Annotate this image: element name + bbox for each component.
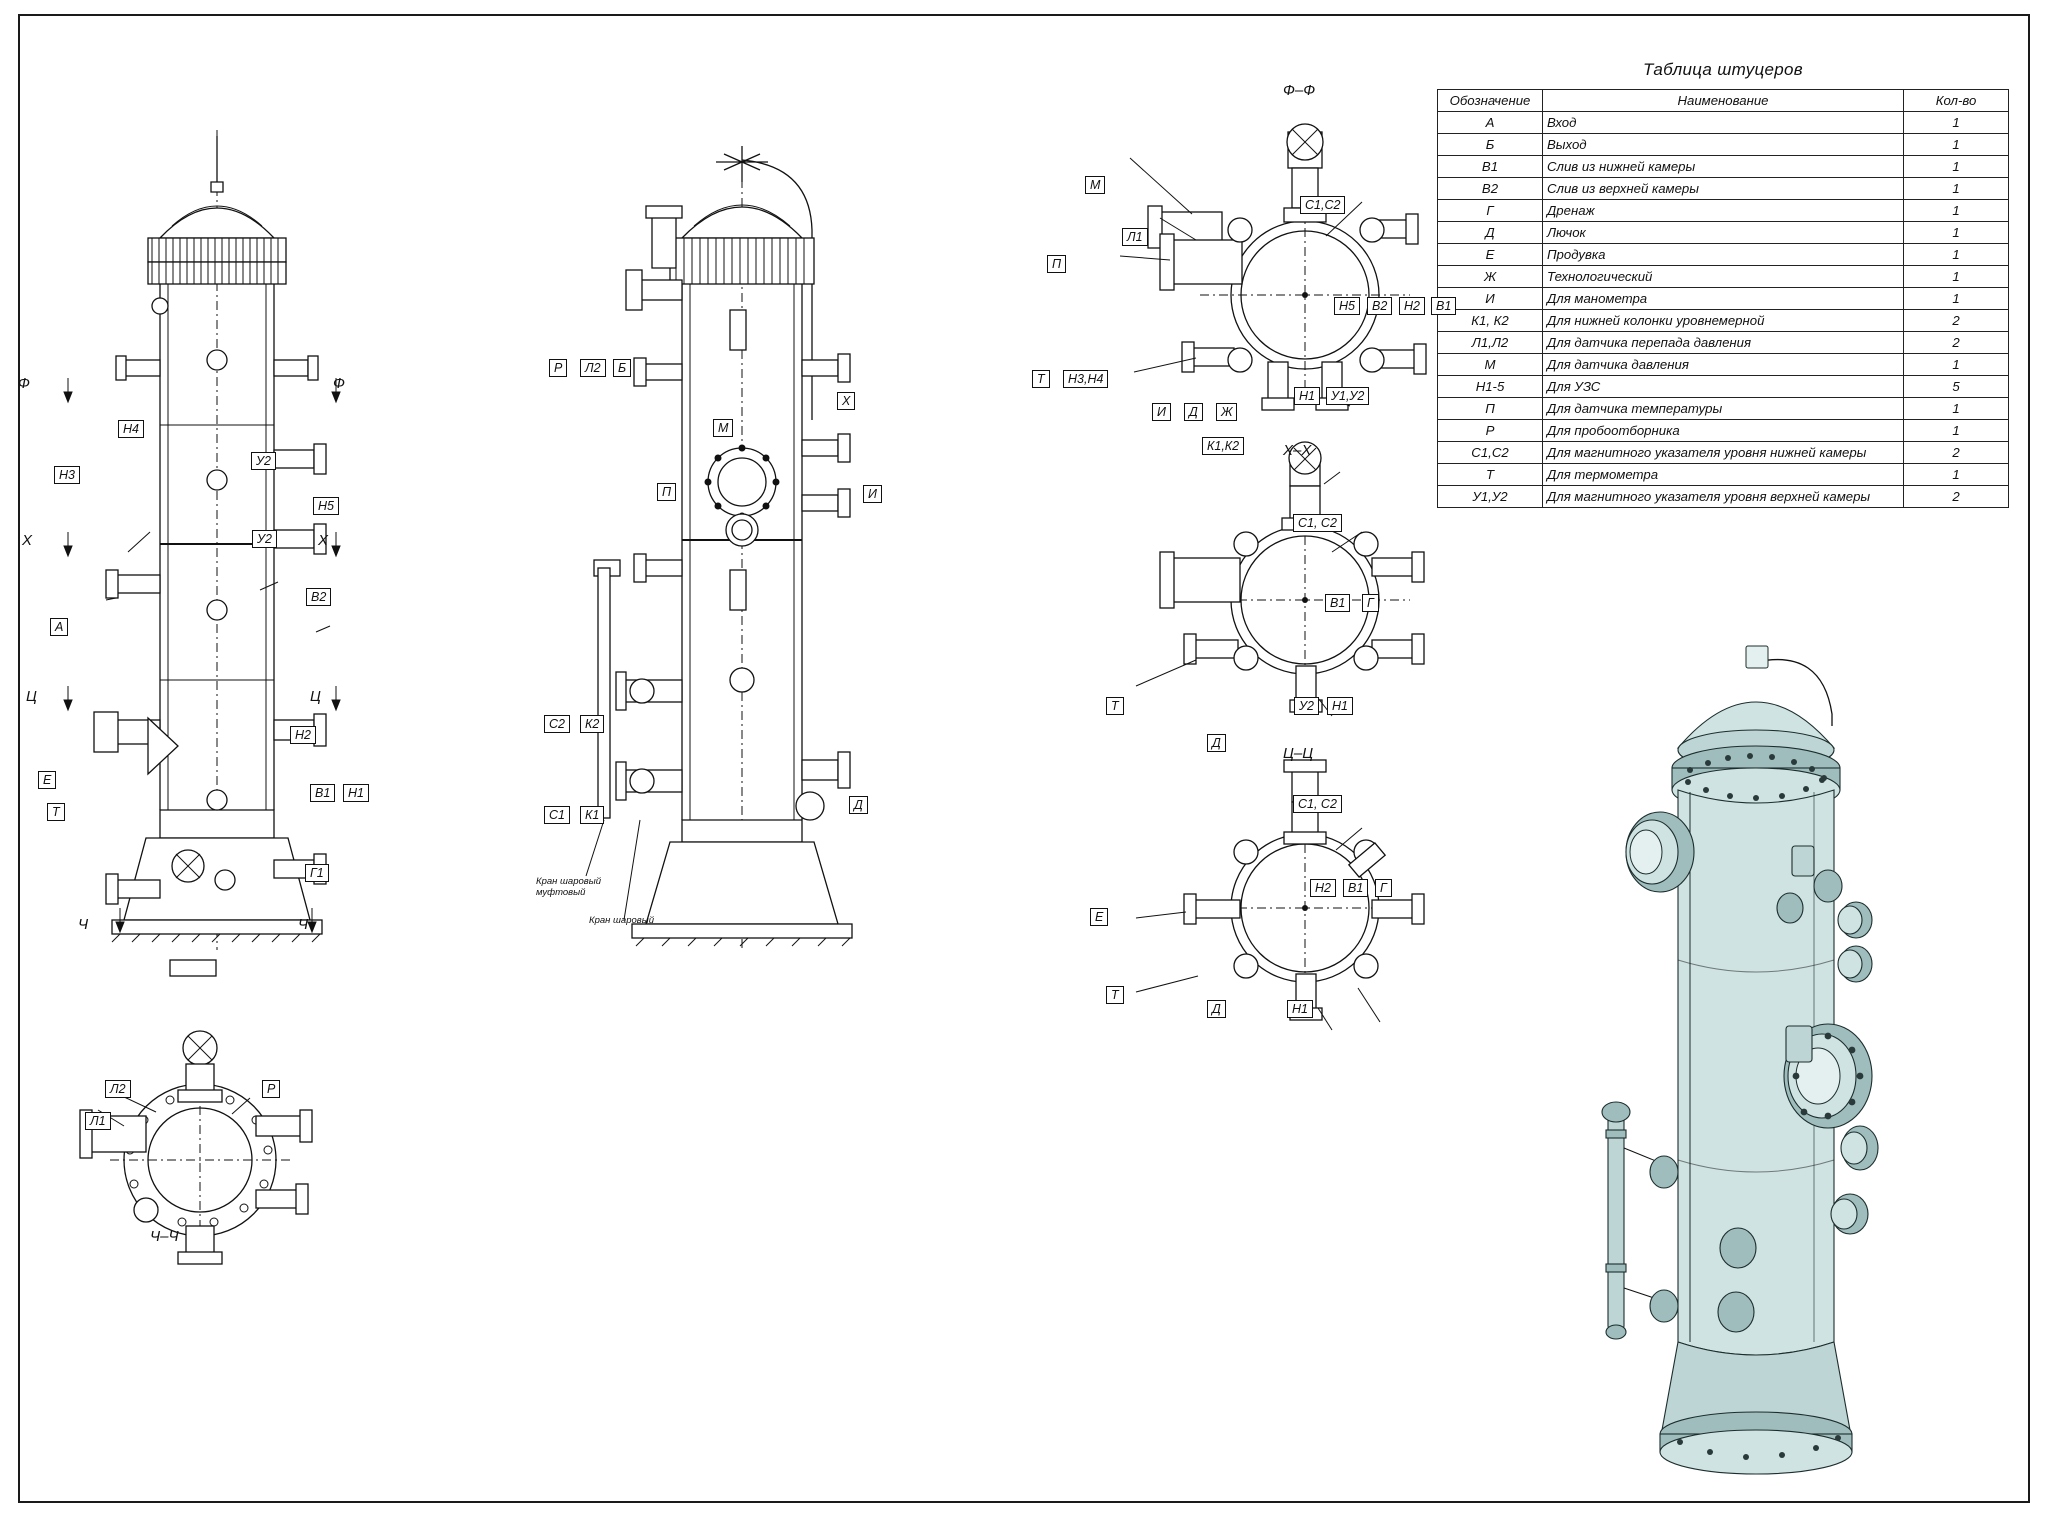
section-tag: С1, С2 (1293, 514, 1342, 532)
side-view-tag: К1 (580, 806, 604, 824)
header-designation: Обозначение (1438, 90, 1543, 112)
front-view-tag: Т (47, 803, 65, 821)
cell-name: Для пробоотборника (1543, 420, 1904, 442)
cell-designation: П (1438, 398, 1543, 420)
cell-name: Лючок (1543, 222, 1904, 244)
section-label-f-f: Ф–Ф (1283, 82, 1316, 99)
cell-designation: Л1,Л2 (1438, 332, 1543, 354)
cell-qty: 1 (1904, 354, 2009, 376)
cell-designation: А (1438, 112, 1543, 134)
cell-designation: Ж (1438, 266, 1543, 288)
section-tag: С1, С2 (1293, 795, 1342, 813)
table-header-row (1438, 90, 2009, 112)
section-tag: Т (1106, 697, 1124, 715)
cell-qty: 1 (1904, 178, 2009, 200)
cell-qty: 2 (1904, 332, 2009, 354)
section-tag: С1,С2 (1300, 196, 1345, 214)
cell-designation: Н1-5 (1438, 376, 1543, 398)
nozzle-table (1437, 89, 2009, 508)
front-view-tag: Е (38, 771, 56, 789)
section-tag: Д (1184, 403, 1203, 421)
front-view-tag: Г1 (305, 864, 329, 882)
section-tag: Д (1207, 1000, 1226, 1018)
section-tag: Н1 (1327, 697, 1353, 715)
nozzle-table-block (1437, 60, 2009, 508)
cell-name: Для магнитного указателя уровня нижней камеры (1543, 442, 1904, 464)
section-tag: Л1 (85, 1112, 111, 1130)
section-tag: В2 (1367, 297, 1392, 315)
cell-name: Продувка (1543, 244, 1904, 266)
table-title: Таблица штуцеров (1643, 60, 1803, 79)
section-tag: У1,У2 (1326, 387, 1369, 405)
section-tag: И (1152, 403, 1171, 421)
section-label-ch-ch: Ч–Ч (150, 1228, 179, 1245)
cell-qty: 1 (1904, 420, 2009, 442)
table-row (1438, 464, 2009, 486)
section-tag: Е (1090, 908, 1108, 926)
section-tag: У2 (1294, 697, 1319, 715)
front-view-tag: У2 (251, 452, 276, 470)
section-tag: Т (1032, 370, 1050, 388)
table-row (1438, 244, 2009, 266)
section-tag: Л2 (105, 1080, 131, 1098)
section-tag: Н2 (1310, 879, 1336, 897)
table-row (1438, 266, 2009, 288)
table-row (1438, 332, 2009, 354)
section-tag: Г (1362, 594, 1379, 612)
section-tag: Л1 (1122, 228, 1148, 246)
cell-designation: И (1438, 288, 1543, 310)
table-row (1438, 442, 2009, 464)
side-view-note: Кран шаровый муфтовый (536, 876, 602, 898)
table-row (1438, 222, 2009, 244)
cell-designation: Б (1438, 134, 1543, 156)
cell-designation: Д (1438, 222, 1543, 244)
side-view-note: Кран шаровый (589, 915, 655, 926)
section-tag: Д (1207, 734, 1226, 752)
table-row (1438, 398, 2009, 420)
side-view-tag: П (657, 483, 676, 501)
cell-qty: 1 (1904, 464, 2009, 486)
cell-name: Для датчика перепада давления (1543, 332, 1904, 354)
side-view-drawing (520, 120, 960, 1120)
side-view-tag: Л2 (580, 359, 606, 377)
cell-name: Слив из нижней камеры (1543, 156, 1904, 178)
front-view-tag: Н1 (343, 784, 369, 802)
table-row (1438, 178, 2009, 200)
cell-designation: В1 (1438, 156, 1543, 178)
cell-name: Для датчика температуры (1543, 398, 1904, 420)
section-tag: М (1085, 176, 1105, 194)
cell-name: Вход (1543, 112, 1904, 134)
table-row (1438, 376, 2009, 398)
cell-designation: Г (1438, 200, 1543, 222)
front-section-mark: Ф (18, 375, 30, 392)
cell-name: Технологический (1543, 266, 1904, 288)
cell-qty: 1 (1904, 134, 2009, 156)
cell-designation: Р (1438, 420, 1543, 442)
cell-name: Для нижней колонки уровнемерной (1543, 310, 1904, 332)
front-view-drawing (20, 120, 440, 1120)
front-section-mark: Ц (26, 688, 37, 705)
cell-name: Выход (1543, 134, 1904, 156)
front-section-mark: Ц (310, 688, 321, 705)
section-tag: Н1 (1287, 1000, 1313, 1018)
section-tag: П (1047, 255, 1066, 273)
cell-designation: С1,С2 (1438, 442, 1543, 464)
cell-qty: 1 (1904, 266, 2009, 288)
front-section-mark: Х (22, 532, 33, 549)
cell-name: Слив из верхней камеры (1543, 178, 1904, 200)
cell-name: Дренаж (1543, 200, 1904, 222)
header-name: Наименование (1543, 90, 1904, 112)
cell-qty: 2 (1904, 310, 2009, 332)
front-view-tag: Н3 (54, 466, 80, 484)
section-ch-ch-drawing (60, 1020, 400, 1280)
front-section-mark: Х (318, 532, 329, 549)
side-view-tag: С2 (544, 715, 570, 733)
cell-name: Для манометра (1543, 288, 1904, 310)
section-tag: Н3,Н4 (1063, 370, 1108, 388)
cell-designation: Т (1438, 464, 1543, 486)
cell-designation: В2 (1438, 178, 1543, 200)
front-view-tag: Н4 (118, 420, 144, 438)
side-view-tag: Х (837, 392, 855, 410)
cell-qty: 1 (1904, 222, 2009, 244)
side-view-tag: Б (613, 359, 631, 377)
cell-qty: 1 (1904, 156, 2009, 178)
cell-name: Для термометра (1543, 464, 1904, 486)
table-row (1438, 112, 2009, 134)
side-view-tag: И (863, 485, 882, 503)
section-tag: Н5 (1334, 297, 1360, 315)
front-view-tag: Н5 (313, 497, 339, 515)
section-tag: Н2 (1399, 297, 1425, 315)
cell-name: Для датчика давления (1543, 354, 1904, 376)
table-row (1438, 420, 2009, 442)
front-view-tag: В2 (306, 588, 331, 606)
table-row (1438, 310, 2009, 332)
front-view-tag: Н2 (290, 726, 316, 744)
section-label-x-x: Х–Х (1283, 442, 1312, 459)
header-qty: Кол-во (1904, 90, 2009, 112)
table-row (1438, 134, 2009, 156)
isometric-model (1560, 600, 2020, 1470)
section-tag: К1,К2 (1202, 437, 1244, 455)
front-section-mark: Ч (298, 916, 309, 933)
cell-name: Для магнитного указателя уровня верхней камеры (1543, 486, 1904, 508)
cell-designation: У1,У2 (1438, 486, 1543, 508)
section-tag: Т (1106, 986, 1124, 1004)
section-tag: В1 (1431, 297, 1456, 315)
section-tag: Н1 (1294, 387, 1320, 405)
side-view-tag: М (713, 419, 733, 437)
side-view-tag: С1 (544, 806, 570, 824)
table-row (1438, 288, 2009, 310)
cell-qty: 1 (1904, 200, 2009, 222)
front-section-mark: Ф (333, 375, 345, 392)
section-tag: В1 (1325, 594, 1350, 612)
cell-qty: 1 (1904, 244, 2009, 266)
table-row (1438, 156, 2009, 178)
cell-designation: К1, К2 (1438, 310, 1543, 332)
section-tag: Ж (1216, 403, 1237, 421)
cell-qty: 5 (1904, 376, 2009, 398)
section-label-c-c: Ц–Ц (1283, 745, 1314, 762)
section-tag: Г (1375, 879, 1392, 897)
cell-name: Для УЗС (1543, 376, 1904, 398)
side-view-tag: Д (849, 796, 868, 814)
cell-qty: 2 (1904, 486, 2009, 508)
cell-designation: М (1438, 354, 1543, 376)
front-section-mark: Ч (78, 916, 89, 933)
table-row (1438, 200, 2009, 222)
cell-qty: 1 (1904, 112, 2009, 134)
section-tag: В1 (1343, 879, 1368, 897)
table-row (1438, 486, 2009, 508)
front-view-tag: В1 (310, 784, 335, 802)
side-view-tag: Р (549, 359, 567, 377)
cell-qty: 1 (1904, 288, 2009, 310)
cell-qty: 2 (1904, 442, 2009, 464)
cell-designation: Е (1438, 244, 1543, 266)
side-view-tag: К2 (580, 715, 604, 733)
cell-qty: 1 (1904, 398, 2009, 420)
front-view-tag: А (50, 618, 68, 636)
front-view-tag: У2 (252, 530, 277, 548)
table-row (1438, 354, 2009, 376)
section-tag: Р (262, 1080, 280, 1098)
